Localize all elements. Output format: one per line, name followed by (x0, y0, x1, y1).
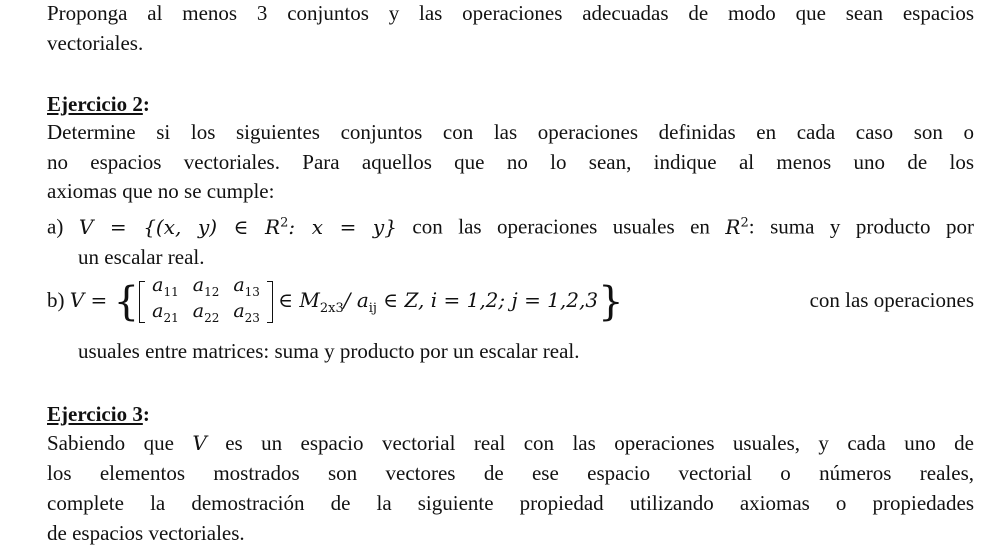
matrix-cell: $a_{11}$ (152, 274, 179, 300)
ejercicio-2-heading (47, 91, 150, 117)
item-a-text-2: : suma y producto por (748, 214, 974, 239)
item-b (47, 272, 974, 328)
ejercicio-2-para-2: no espacios vectoriales. Para aquellos que no lo sean, indique al menos uno de los (47, 150, 974, 174)
matrix-cell: $a_{22}$ (192, 300, 220, 325)
matrix-cell: $a_{23}$ (233, 300, 260, 325)
ejercicio-3-para-1: Sabiendo que V es un espacio vectorial real con las operaciones usuales, y cada uno de (47, 431, 974, 455)
matrix-cell: $a_{13}$ (233, 274, 260, 300)
item-a-label: a) (47, 214, 64, 239)
item-b-text: con las operaciones (809, 288, 974, 312)
matrix-cell: $a_{12}$ (192, 274, 220, 300)
item-a-set-math: V = {(x, y) ∈ $R^2$: x = y} (78, 214, 397, 239)
ejercicio-3-title: Ejercicio 3 (47, 402, 143, 426)
ejercicio-3-para-2: los elementos mostrados son vectores de ese espacio vectorial o números reales, (47, 461, 974, 485)
ejercicio-3-colon: : (142, 402, 150, 426)
matrix-row-2 (145, 302, 267, 328)
left-brace: { (113, 279, 140, 326)
matrix-cell: $a_{21}$ (152, 300, 179, 325)
matrix (145, 276, 267, 328)
item-a (47, 210, 974, 240)
item-a-continuation: un escalar real. (78, 245, 205, 269)
vector-space-v: V (192, 431, 207, 455)
item-b-continuation: usuales entre matrices: suma y producto por un escalar real. (78, 339, 580, 363)
item-b-v-eq: V = (69, 288, 114, 312)
ejercicio-3-heading (47, 401, 150, 427)
ejercicio-3-para-3: complete la demostración de la siguiente propiedad utilizando axiomas o propiedades (47, 491, 974, 515)
item-b-label: b) (47, 288, 65, 312)
matrix-row-1 (145, 276, 267, 302)
item-a-text: con las operaciones usuales en (396, 214, 726, 239)
right-brace: } (598, 279, 624, 326)
ejercicio-2-title: Ejercicio 2 (47, 92, 143, 116)
intro-line-1: Proponga al menos 3 conjuntos y las operaciones adecuadas de modo que sean espacios (47, 1, 974, 25)
ejercicio-3-para-4: de espacios vectoriales. (47, 521, 245, 545)
ejercicio-2-para-3: axiomas que no se cumple: (47, 179, 275, 203)
intro-line-2: vectoriales. (47, 31, 144, 55)
ejercicio-2-colon: : (142, 92, 150, 116)
ejercicio-2-para-1: Determine si los siguientes conjuntos con las operaciones definidas en cada caso son o (47, 120, 974, 144)
right-bracket (267, 281, 273, 323)
item-a-r2: $R^2$ (725, 214, 749, 239)
item-b-condition: ∈ $M_{2x3}/$ $a_{ij}$ ∈ Z, i = 1,2; j = 1,2,3 (278, 288, 599, 316)
